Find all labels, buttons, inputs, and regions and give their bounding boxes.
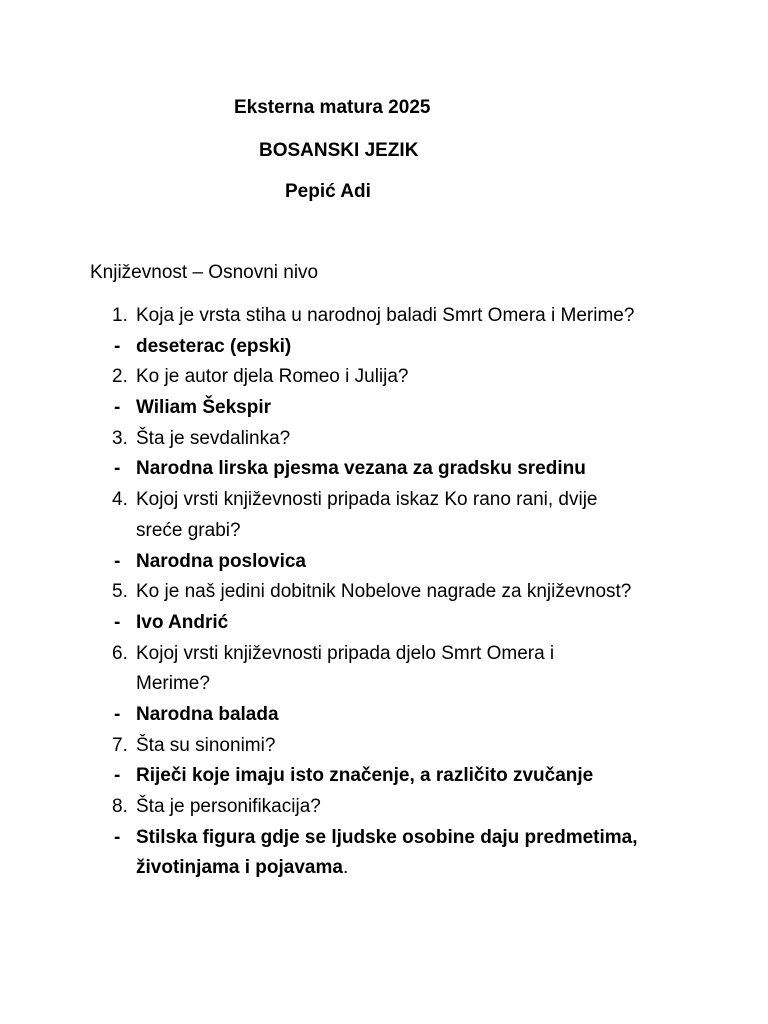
question-7 (0, 731, 768, 762)
question-1 (0, 301, 768, 332)
question-number: 5. (112, 581, 128, 603)
answer-6 (0, 700, 768, 731)
answer-5 (0, 608, 768, 639)
question-text: Koja je vrsta stiha u narodnoj baladi Smrt Omera i Merime? (136, 305, 635, 326)
question-8 (0, 792, 768, 823)
question-text: Ko je autor djela Romeo i Julija? (136, 366, 409, 388)
question-number: 1. (112, 305, 128, 326)
qa-list (0, 301, 768, 884)
answer-text: Stilska figura gdje se ljudske osobine daju predmetima, (136, 826, 638, 848)
answer-text: životinjama i pojavama (136, 857, 343, 879)
question-4 (0, 485, 768, 516)
answer-marker: - (114, 458, 121, 480)
subject-title: BOSANSKI JEZIK (259, 140, 419, 161)
question-6 (0, 639, 768, 670)
question-number: 4. (112, 489, 128, 511)
question-5 (0, 577, 768, 608)
section-heading: Književnost – Osnovni nivo (90, 262, 319, 283)
question-text: Šta je personifikacija? (136, 796, 321, 817)
question-3 (0, 424, 768, 455)
answer-text: deseterac (epski) (136, 335, 292, 357)
answer-marker: - (114, 703, 121, 725)
answer-marker: - (114, 397, 121, 419)
answer-marker: - (114, 826, 121, 848)
question-4-continued (0, 516, 768, 547)
answer-text-continued (136, 853, 348, 884)
answer-7 (0, 761, 768, 792)
answer-text: Narodna lirska pjesma vezana za gradsku sredinu (136, 458, 586, 480)
answer-1 (0, 332, 768, 363)
question-text: Šta su sinonimi? (136, 734, 276, 756)
question-text: Šta je sevdalinka? (136, 427, 291, 449)
answer-8-continued (0, 853, 768, 884)
question-text: Kojoj vrsti književnosti pripada iskaz Ko rano rani, dvije (136, 489, 598, 511)
answer-text: Ivo Andrić (136, 611, 229, 633)
question-text: Merime? (136, 673, 210, 695)
question-text: Ko je naš jedini dobitnik Nobelove nagrade za književnost? (136, 581, 632, 603)
question-number: 2. (112, 366, 128, 388)
question-number: 6. (112, 642, 128, 664)
answer-3 (0, 454, 768, 485)
question-2 (0, 362, 768, 393)
answer-marker: - (114, 335, 121, 357)
question-number: 7. (112, 734, 128, 756)
answer-text: Riječi koje imaju isto značenje, a različito zvučanje (136, 765, 594, 787)
exam-title: Eksterna matura 2025 (234, 97, 431, 118)
answer-text: Narodna balada (136, 703, 279, 725)
question-text: Kojoj vrsti književnosti pripada djelo Smrt Omera i (136, 642, 555, 664)
answer-4 (0, 547, 768, 578)
answer-text: Wiliam Šekspir (136, 397, 271, 419)
answer-marker: - (114, 765, 121, 787)
answer-2 (0, 393, 768, 424)
question-number: 3. (112, 427, 128, 449)
answer-period: . (342, 857, 349, 879)
question-6-continued (0, 669, 768, 700)
author-name: Pepić Adi (285, 181, 371, 202)
question-text: sreće grabi? (136, 519, 241, 541)
answer-marker: - (114, 611, 121, 633)
answer-text: Narodna poslovica (136, 550, 306, 572)
answer-8 (0, 823, 768, 854)
answer-marker: - (114, 550, 121, 572)
question-number: 8. (112, 796, 128, 817)
